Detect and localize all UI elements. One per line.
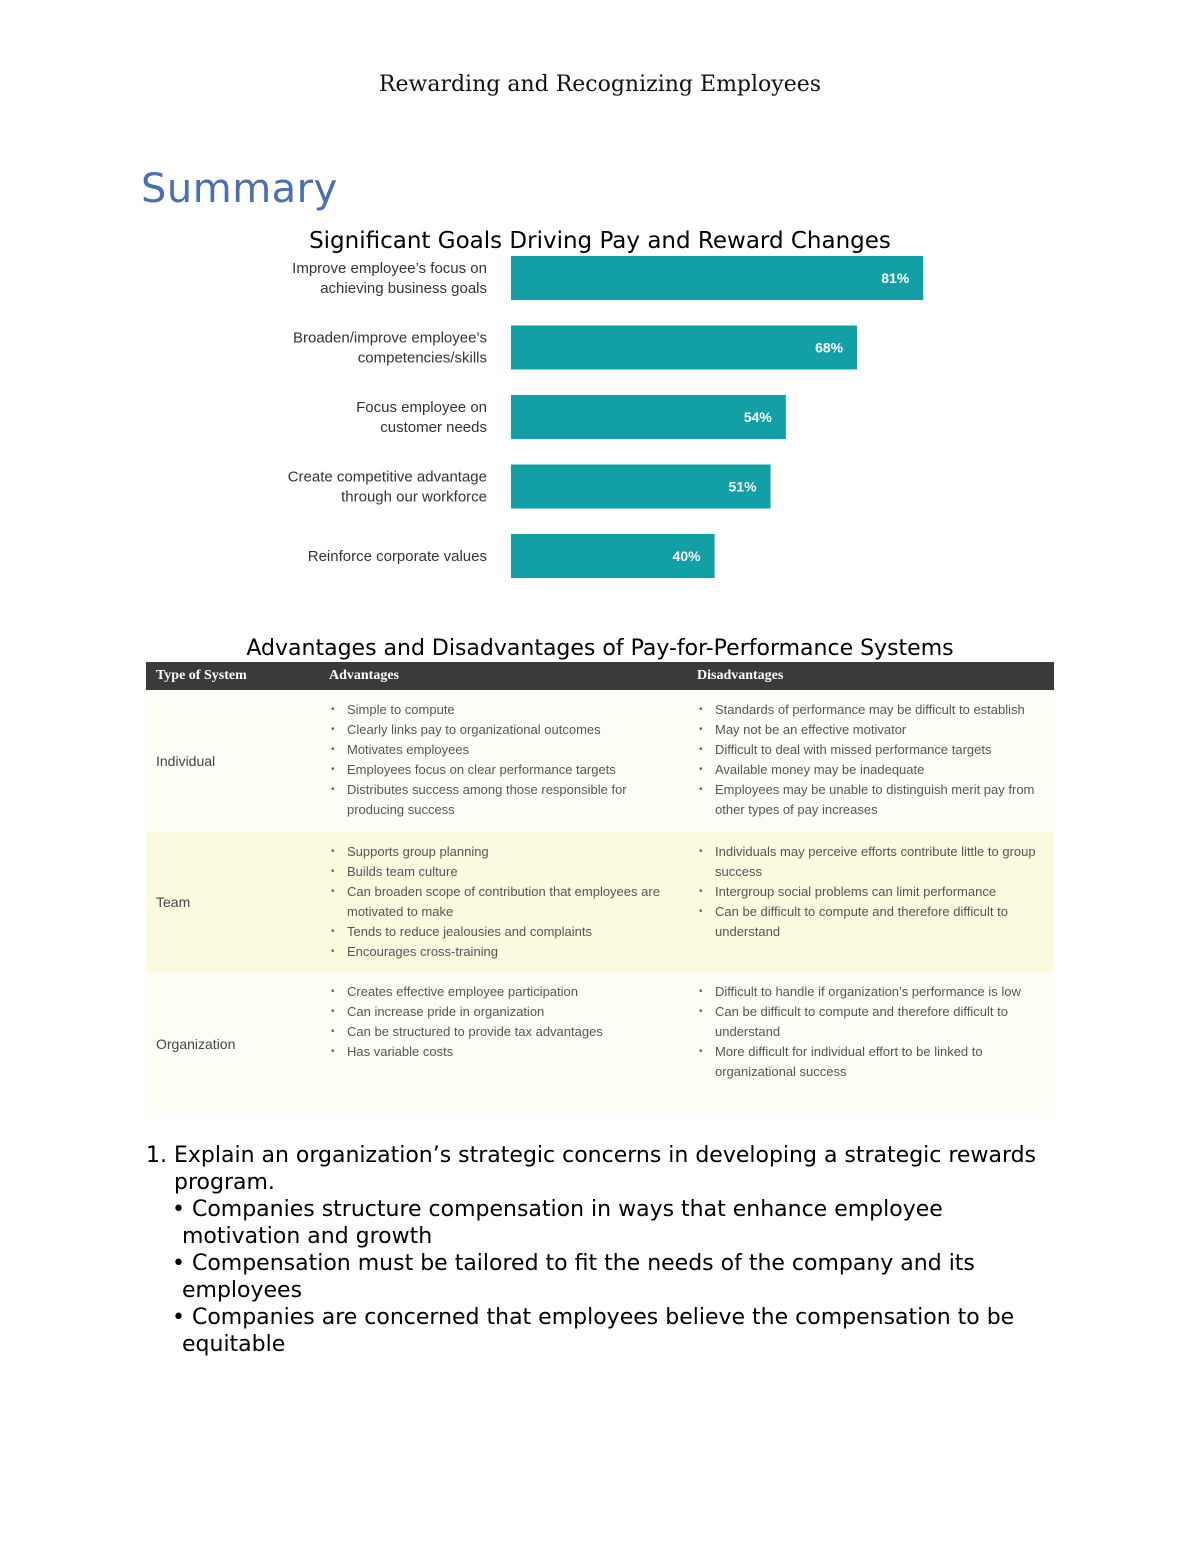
- disadvantages-list: [697, 842, 1044, 942]
- list-item: • Distributes success among those responsible for producing success: [329, 780, 677, 820]
- list-item: • Difficult to deal with missed performance targets: [697, 740, 1044, 760]
- list-item: • Can increase pride in organization: [329, 1002, 677, 1022]
- disadvantages-cell: [687, 690, 1054, 832]
- bar-2: [511, 326, 857, 370]
- table-row-individual: [146, 690, 1054, 832]
- category-label: Focus employee on customer needs: [356, 399, 487, 436]
- list-item: • Motivates employees: [329, 740, 677, 760]
- list-item: • Available money may be inadequate: [697, 760, 1044, 780]
- list-item: • Tends to reduce jealousies and complaints: [329, 922, 677, 942]
- bar-value-label: 81%: [881, 270, 910, 286]
- disadvantages-list: [697, 700, 1044, 820]
- advantages-cell: [319, 972, 687, 1116]
- chart-title: Significant Goals Driving Pay and Reward Changes: [309, 228, 891, 254]
- list-item: • Supports group planning: [329, 842, 677, 862]
- list-item: • Creates effective employee participation: [329, 982, 677, 1002]
- table-row-team: [146, 832, 1054, 972]
- type-cell: Team: [146, 832, 319, 972]
- disadvantages-cell: [687, 832, 1054, 972]
- header-advantages: Advantages: [319, 662, 687, 690]
- disadvantages-list: [697, 982, 1044, 1082]
- list-item: • Individuals may perceive efforts contribute little to group success: [697, 842, 1044, 882]
- bar-1: [511, 256, 923, 300]
- bar-value-label: 68%: [815, 339, 844, 356]
- pay-for-performance-table: [146, 662, 1054, 1116]
- bar-value-label: 40%: [672, 548, 701, 564]
- list-item: • Difficult to handle if organization’s performance is low: [697, 982, 1044, 1002]
- bar-chart: [250, 252, 950, 592]
- list-item: • Simple to compute: [329, 700, 677, 720]
- advantages-list: [329, 842, 677, 962]
- bar-value-label: 54%: [743, 409, 772, 425]
- table-title: Advantages and Disadvantages of Pay-for-Performance Systems: [246, 636, 954, 661]
- advantages-list: [329, 700, 677, 820]
- list-item: • Builds team culture: [329, 862, 677, 882]
- list-item: • May not be an effective motivator: [697, 720, 1044, 740]
- header-type-of-system: Type of System: [146, 662, 319, 690]
- category-label: Broaden/improve employee’s competencies/skills: [293, 329, 487, 367]
- type-cell: Individual: [146, 690, 319, 832]
- summary-heading: Summary: [141, 166, 338, 212]
- list-item: • Can broaden scope of contribution that employees are motivated to make: [329, 882, 677, 922]
- answer-bullet: • Companies are concerned that employees believe the compensation to be equitable: [172, 1305, 1015, 1357]
- advantages-cell: [319, 832, 687, 972]
- type-cell: Organization: [146, 972, 319, 1116]
- table-header-row: [146, 662, 1054, 690]
- list-item: • Encourages cross-training: [329, 942, 677, 962]
- header-disadvantages: Disadvantages: [687, 662, 1054, 690]
- list-item: • Intergroup social problems can limit performance: [697, 882, 1044, 902]
- document-header: Rewarding and Recognizing Employees: [378, 72, 822, 97]
- question-section: [146, 1142, 1046, 1358]
- list-item: • Can be structured to provide tax advantages: [329, 1022, 677, 1042]
- category-label: Improve employee’s focus on achieving business goals: [292, 260, 487, 297]
- list-item: • Employees may be unable to distinguish merit pay from other types of pay increases: [697, 780, 1044, 820]
- list-item: • Employees focus on clear performance targets: [329, 760, 677, 780]
- list-item: • Has variable costs: [329, 1042, 677, 1062]
- category-label: Create competitive advantage through our workforce: [287, 468, 487, 506]
- list-item: • Can be difficult to compute and therefore difficult to understand: [697, 902, 1044, 942]
- answer-bullet: • Compensation must be tailored to fit the needs of the company and its employees: [172, 1251, 975, 1303]
- list-item: • Clearly links pay to organizational outcomes: [329, 720, 677, 740]
- question-text: 1. Explain an organization’s strategic concerns in developing a strategic rewards program.: [146, 1143, 1037, 1195]
- table-row-organization: [146, 972, 1054, 1116]
- bar-value-label: 51%: [728, 478, 757, 495]
- disadvantages-cell: [687, 972, 1054, 1116]
- answer-bullet: • Companies structure compensation in ways that enhance employee motivation and growth: [172, 1197, 943, 1249]
- list-item: • Standards of performance may be difficult to establish: [697, 700, 1044, 720]
- list-item: • More difficult for individual effort to be linked to organizational success: [697, 1042, 1044, 1082]
- advantages-cell: [319, 690, 687, 832]
- category-label: Reinforce corporate values: [307, 548, 487, 565]
- advantages-list: [329, 982, 677, 1062]
- list-item: • Can be difficult to compute and therefore difficult to understand: [697, 1002, 1044, 1042]
